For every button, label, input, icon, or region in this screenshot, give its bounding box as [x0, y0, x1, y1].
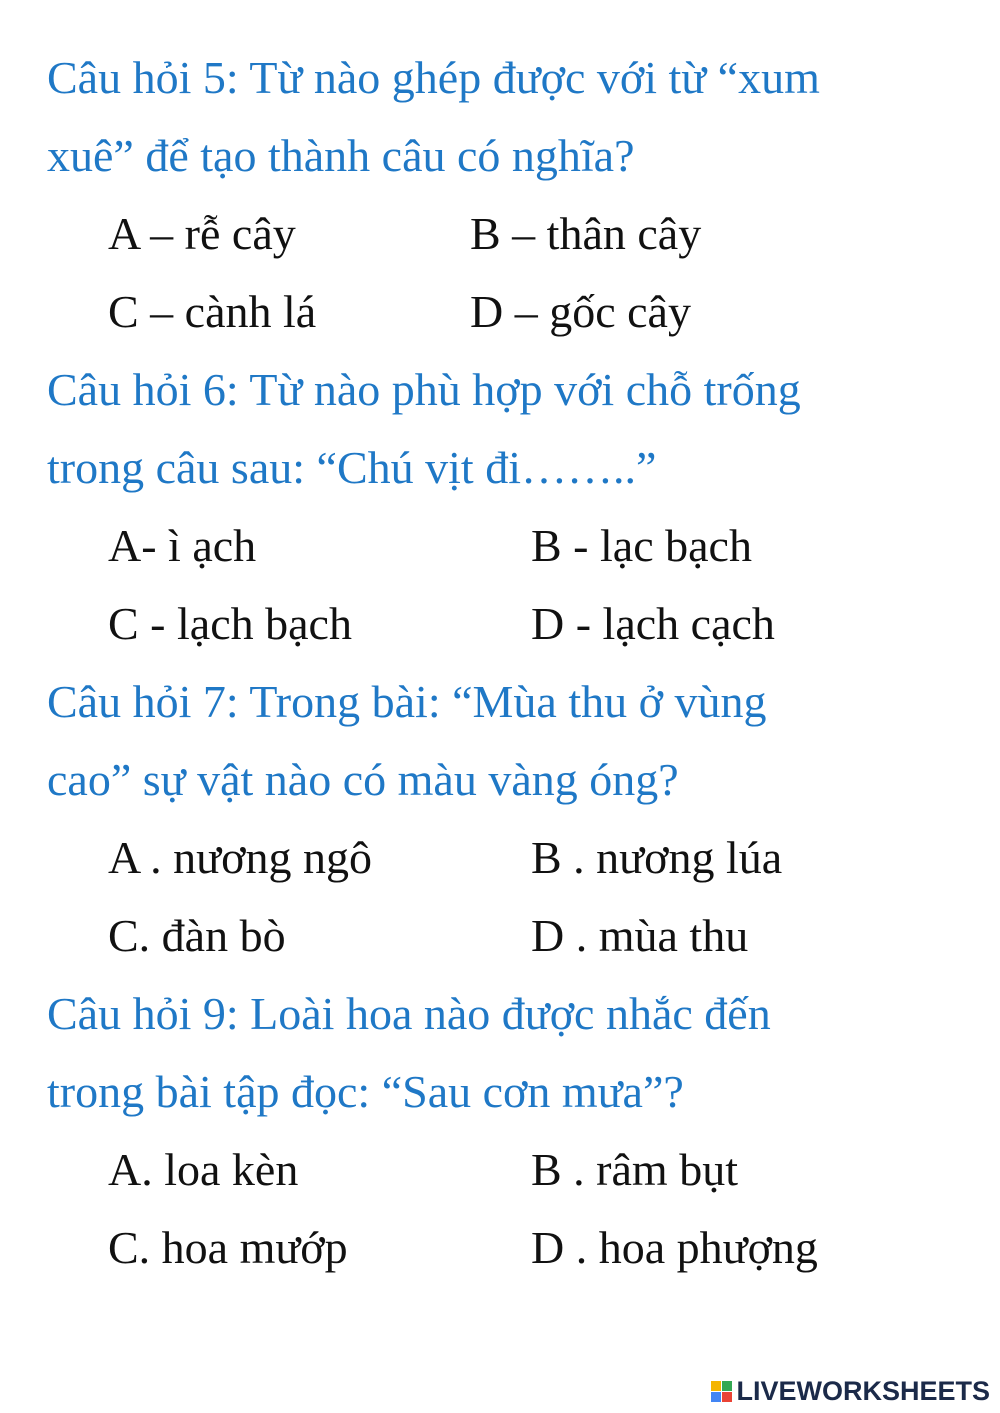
question-6-option-d[interactable]: D - lạch cạch: [531, 598, 775, 649]
liveworksheets-logo-icon: [711, 1381, 732, 1402]
question-7-line-1: Câu hỏi 7: Trong bài: “Mùa thu ở vùng: [47, 676, 767, 727]
question-7-option-a[interactable]: A . nương ngô: [108, 832, 372, 883]
question-9-option-a[interactable]: A. loa kèn: [108, 1144, 299, 1195]
question-5-option-a[interactable]: A – rễ cây: [108, 208, 296, 259]
question-7-line-2: cao” sự vật nào có màu vàng óng?: [47, 754, 679, 805]
question-6-option-c[interactable]: C - lạch bạch: [108, 598, 352, 649]
question-5-line-2: xuê” để tạo thành câu có nghĩa?: [47, 130, 635, 181]
brand-name: LIVEWORKSHEETS: [736, 1376, 990, 1406]
question-5-line-1: Câu hỏi 5: Từ nào ghép được với từ “xum: [47, 52, 820, 103]
question-6-option-a[interactable]: A- ì ạch: [108, 520, 257, 571]
question-9-line-1: Câu hỏi 9: Loài hoa nào được nhắc đến: [47, 988, 771, 1039]
question-6-line-2: trong câu sau: “Chú vịt đi……..”: [47, 442, 657, 493]
question-5-option-d[interactable]: D – gốc cây: [470, 286, 691, 337]
question-7-option-c[interactable]: C. đàn bò: [108, 910, 286, 961]
question-5-option-b[interactable]: B – thân cây: [470, 208, 702, 259]
question-6-line-1: Câu hỏi 6: Từ nào phù hợp với chỗ trống: [47, 364, 801, 415]
question-9-option-d[interactable]: D . hoa phượng: [531, 1222, 818, 1273]
question-5-option-c[interactable]: C – cành lá: [108, 286, 317, 337]
liveworksheets-watermark: [711, 1376, 990, 1407]
question-7-option-b[interactable]: B . nương lúa: [531, 832, 783, 883]
question-6-option-b[interactable]: B - lạc bạch: [531, 520, 752, 571]
question-7-option-d[interactable]: D . mùa thu: [531, 910, 749, 961]
question-9-line-2: trong bài tập đọc: “Sau cơn mưa”?: [47, 1066, 684, 1117]
question-9-option-b[interactable]: B . râm bụt: [531, 1144, 738, 1195]
question-9-option-c[interactable]: C. hoa mướp: [108, 1222, 348, 1273]
